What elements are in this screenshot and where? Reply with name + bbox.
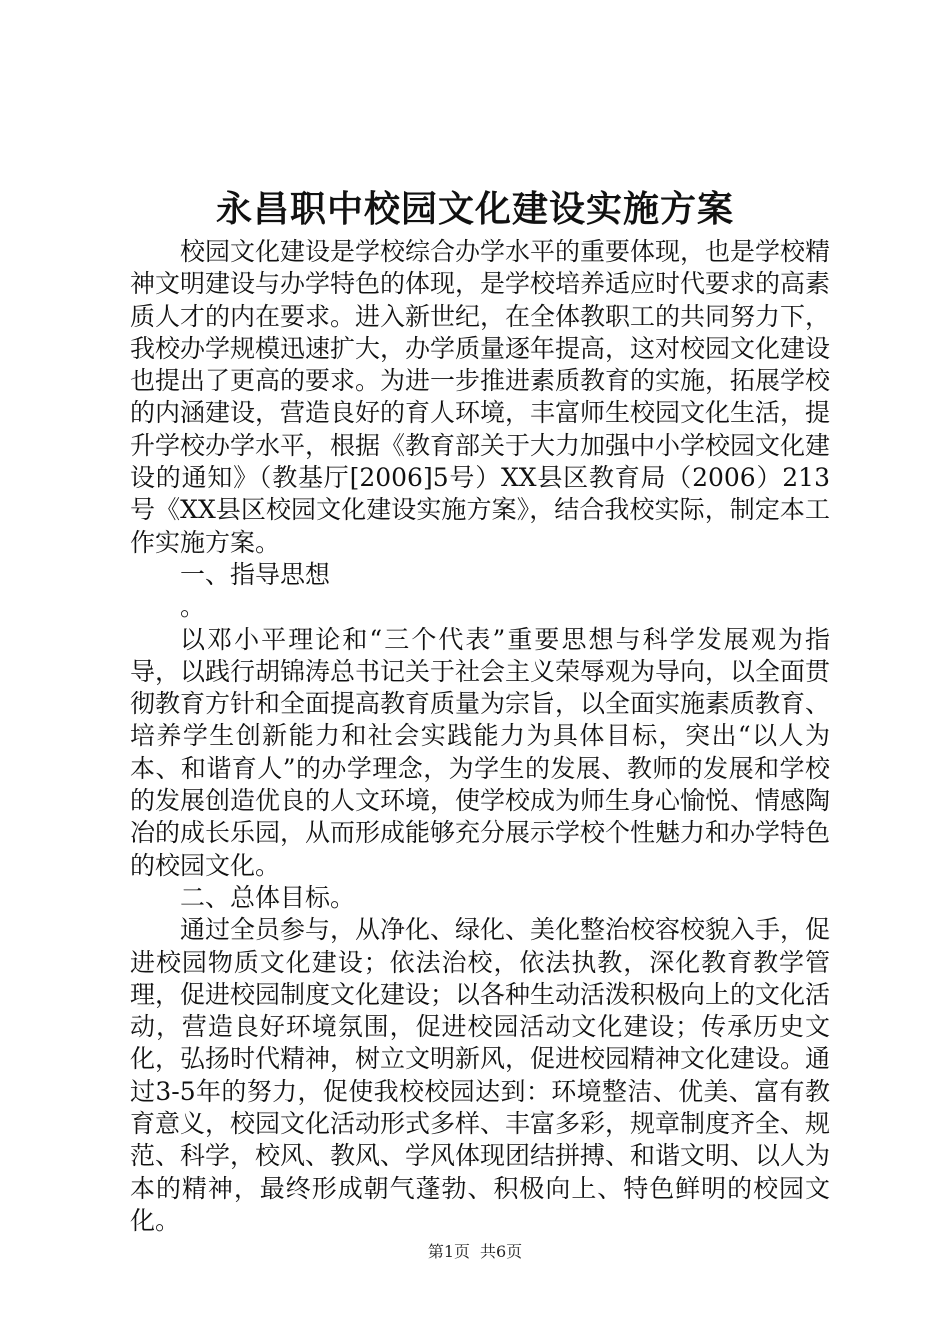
page-number: 第1页: [427, 1242, 470, 1261]
section-heading-overall-goal: 二、总体目标。: [180, 882, 356, 912]
document-title: 永昌职中校园文化建设实施方案: [215, 188, 734, 230]
stray-period-mark: 。: [180, 592, 206, 622]
guiding-ideology-paragraph: 以邓小平理论和“三个代表”重要思想与科学发展观为指导，以践行胡锦涛总书记关于社会主义荣辱观为导向，以全面贯彻教育方针和全面提高教育质量为宗旨，以全面实施素质教育、培养学生创新能力和社会实践能力为具体目标，突出“以人为本、和谐育人”的办学理念，为学生的发展、教师的发展和学校的发展创造优良的人文环境，使学校成为师生身心愉悦、情感陶冶的成长乐园，从而形成能够充分展示学校个性魅力和办学特色的校园文化。: [130, 624, 831, 880]
page-total: 共6页: [480, 1242, 523, 1261]
document-body: [130, 236, 830, 1237]
intro-paragraph: 校园文化建设是学校综合办学水平的重要体现，也是学校精神文明建设与办学特色的体现，是学校培养适应时代要求的高素质人才的内在要求。进入新世纪，在全体教职工的共同努力下，我校办学规模迅速扩大，办学质量逐年提高，这对校园文化建设也提出了更高的要求。为进一步推进素质教育的实施，拓展学校的内涵建设，营造良好的育人环境，丰富师生校园文化生活，提升学校办学水平，根据《教育部关于大力加强中小学校园文化建设的通知》（教基厅[2006]5号）XX县区教育局（2006）213号《XX县区校园文化建设实施方案》，结合我校实际，制定本工作实施方案。: [130, 237, 831, 557]
page-footer: [0, 1240, 950, 1264]
overall-goal-paragraph: 通过全员参与，从净化、绿化、美化整治校容校貌入手，促进校园物质文化建设；依法治校，依法执教，深化教育教学管理，促进校园制度文化建设；以各种生动活泼积极向上的文化活动，营造良好环境氛围，促进校园活动文化建设；传承历史文化，弘扬时代精神，树立文明新风，促进校园精神文化建设。通过3-5年的努力，促使我校校园达到：环境整洁、优美、富有教育意义，校园文化活动形式多样、丰富多彩，规章制度齐全、规范、科学，校风、教风、学风体现团结拼搏、和谐文明、以人为本的精神，最终形成朝气蓬勃、积极向上、特色鲜明的校园文化。: [130, 915, 831, 1235]
section-heading-guiding-ideology: 一、指导思想: [180, 559, 331, 589]
